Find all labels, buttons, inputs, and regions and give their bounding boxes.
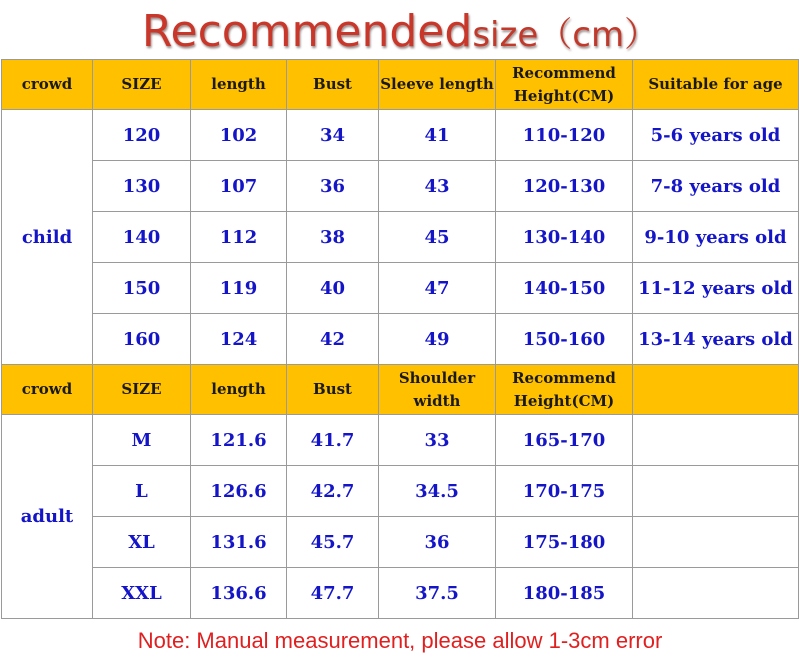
title-unit: （cm）: [538, 15, 659, 55]
length-cell: 124: [191, 314, 287, 365]
age-cell: 13-14 years old: [633, 314, 799, 365]
header-cell: Recommend Height(CM): [496, 60, 633, 110]
bust-cell: 42.7: [287, 466, 379, 517]
size-cell: 150: [93, 263, 191, 314]
table-row: [2, 161, 799, 212]
size-chart-table: [1, 59, 799, 619]
bust-cell: 47.7: [287, 568, 379, 619]
child-header-row: [2, 60, 799, 110]
table-row: [2, 568, 799, 619]
size-cell: M: [93, 415, 191, 466]
adult-header-row: [2, 365, 799, 415]
header-cell: Sleeve length: [379, 60, 496, 110]
sleeve-cell: 43: [379, 161, 496, 212]
bust-cell: 42: [287, 314, 379, 365]
header-cell: crowd: [2, 60, 93, 110]
table-row: [2, 110, 799, 161]
header-cell: Bust: [287, 365, 379, 415]
height-cell: 130-140: [496, 212, 633, 263]
length-cell: 102: [191, 110, 287, 161]
table-row: [2, 314, 799, 365]
length-cell: 136.6: [191, 568, 287, 619]
header-cell: length: [191, 60, 287, 110]
bust-cell: 45.7: [287, 517, 379, 568]
age-cell: 11-12 years old: [633, 263, 799, 314]
bust-cell: 36: [287, 161, 379, 212]
bust-cell: 41.7: [287, 415, 379, 466]
crowd-label-child: child: [2, 110, 93, 365]
table-row: [2, 415, 799, 466]
age-cell: 7-8 years old: [633, 161, 799, 212]
table-row: [2, 263, 799, 314]
age-cell: 5-6 years old: [633, 110, 799, 161]
age-cell: 9-10 years old: [633, 212, 799, 263]
sleeve-cell: 45: [379, 212, 496, 263]
empty-cell: [633, 517, 799, 568]
size-cell: 120: [93, 110, 191, 161]
title-size-word: size: [472, 15, 539, 55]
height-cell: 140-150: [496, 263, 633, 314]
header-cell: SIZE: [93, 60, 191, 110]
empty-cell: [633, 568, 799, 619]
page-title: [0, 6, 800, 58]
length-cell: 121.6: [191, 415, 287, 466]
sleeve-cell: 47: [379, 263, 496, 314]
height-cell: 150-160: [496, 314, 633, 365]
crowd-label-adult: adult: [2, 415, 93, 619]
shoulder-cell: 34.5: [379, 466, 496, 517]
sleeve-cell: 41: [379, 110, 496, 161]
empty-cell: [633, 415, 799, 466]
title-main: Recommended: [141, 6, 473, 57]
table-row: [2, 466, 799, 517]
height-cell: 180-185: [496, 568, 633, 619]
size-cell: 140: [93, 212, 191, 263]
header-cell: Recommend Height(CM): [496, 365, 633, 415]
table-row: [2, 517, 799, 568]
header-cell: SIZE: [93, 365, 191, 415]
length-cell: 126.6: [191, 466, 287, 517]
size-cell: XXL: [93, 568, 191, 619]
size-cell: 160: [93, 314, 191, 365]
header-cell: [633, 365, 799, 415]
length-cell: 119: [191, 263, 287, 314]
bust-cell: 40: [287, 263, 379, 314]
header-cell: length: [191, 365, 287, 415]
height-cell: 170-175: [496, 466, 633, 517]
shoulder-cell: 36: [379, 517, 496, 568]
size-cell: XL: [93, 517, 191, 568]
bust-cell: 34: [287, 110, 379, 161]
header-cell: Bust: [287, 60, 379, 110]
header-cell: crowd: [2, 365, 93, 415]
height-cell: 165-170: [496, 415, 633, 466]
sleeve-cell: 49: [379, 314, 496, 365]
height-cell: 120-130: [496, 161, 633, 212]
header-cell: Suitable for age: [633, 60, 799, 110]
length-cell: 107: [191, 161, 287, 212]
shoulder-cell: 33: [379, 415, 496, 466]
height-cell: 110-120: [496, 110, 633, 161]
measurement-note: Note: Manual measurement, please allow 1-3cm error: [137, 628, 663, 653]
table-row: [2, 212, 799, 263]
height-cell: 175-180: [496, 517, 633, 568]
size-cell: 130: [93, 161, 191, 212]
bust-cell: 38: [287, 212, 379, 263]
shoulder-cell: 37.5: [379, 568, 496, 619]
header-cell: Shoulder width: [379, 365, 496, 415]
length-cell: 112: [191, 212, 287, 263]
length-cell: 131.6: [191, 517, 287, 568]
size-cell: L: [93, 466, 191, 517]
empty-cell: [633, 466, 799, 517]
